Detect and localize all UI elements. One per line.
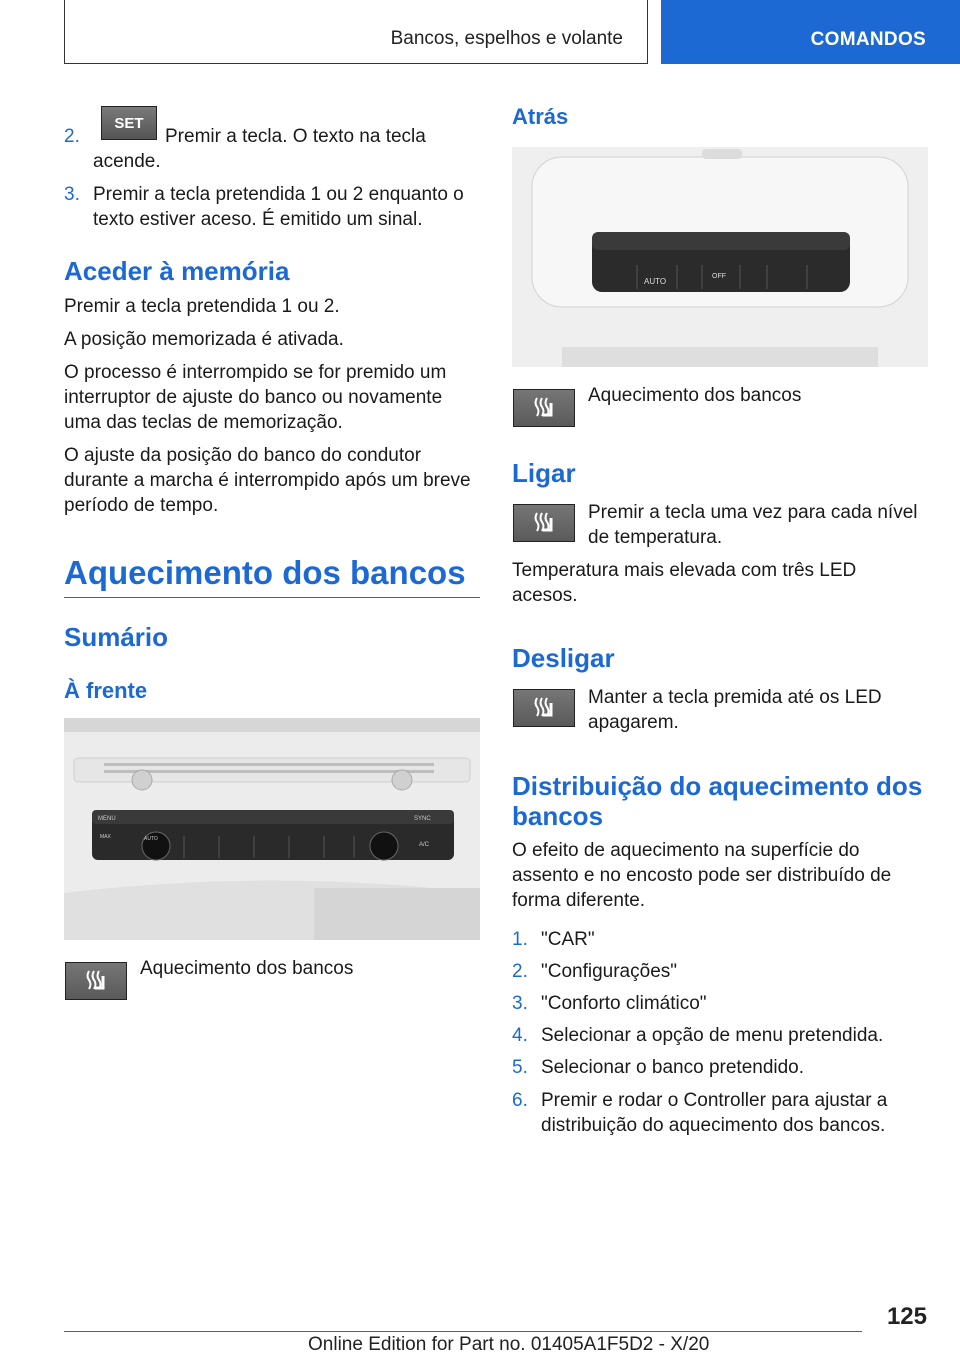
on-heading: Ligar <box>512 458 576 488</box>
footer-rule <box>64 1331 862 1332</box>
rear-heading: Atrás <box>512 104 569 129</box>
rear-icon-caption: Aquecimento dos bancos <box>588 385 802 406</box>
overview-heading: Sumário <box>64 622 169 652</box>
rear-label-off: OFF <box>712 273 726 280</box>
dist-step-1-text: "CAR" <box>541 929 595 950</box>
off-icon-text: Manter a tecla premida até os LED apagarem. <box>588 687 882 733</box>
on-icon-text: Premir a tecla uma vez para cada nível de temperatura. <box>588 502 918 548</box>
seat-heating-icon <box>529 510 559 536</box>
dist-step-3-number: 3. <box>512 993 528 1014</box>
dist-step-6-text: Premir e rodar o Controller para ajustar a distribuição do aquecimento dos bancos. <box>541 1090 888 1136</box>
front-heading: À frente <box>64 678 148 703</box>
seat-heating-icon-front <box>65 962 127 1000</box>
seat-heating-icon-off <box>513 689 575 727</box>
header-chapter-box <box>661 0 960 64</box>
front-icon-caption: Aquecimento dos bancos <box>140 958 354 979</box>
rear-climate-panel-photo <box>512 147 928 367</box>
front-label-auto: AUTO <box>144 836 158 842</box>
memory-paragraph-4: O ajuste da posição do banco do condutor durante a marcha é interrompido após um breve período de tempo. <box>64 445 471 516</box>
front-climate-panel-photo <box>64 718 480 940</box>
memory-heading: Aceder à memória <box>64 256 290 286</box>
main-heading-rule <box>64 597 480 598</box>
footer-edition: Online Edition for Part no. 01405A1F5D2 - X/20 <box>308 1334 710 1355</box>
distribution-paragraph: O efeito de aquecimento na superfície do assento e no encosto pode ser distribuído de forma diferente. <box>512 840 892 911</box>
memory-body <box>64 294 480 518</box>
header-section-title: Bancos, espelhos e volante <box>390 28 623 49</box>
memory-paragraph-2: A posição memorizada é ativada. <box>64 329 344 350</box>
rear-panel-illustration <box>512 147 928 367</box>
header-section-box <box>64 0 648 64</box>
dist-step-1-number: 1. <box>512 929 528 950</box>
memory-paragraph-3: O processo é interrompido se for premido um interruptor de ajuste do banco ou novamente uma das teclas de memorização. <box>64 362 447 433</box>
seat-heating-icon-rear <box>513 389 575 427</box>
on-paragraph: Temperatura mais elevada com três LED acesos. <box>512 560 857 606</box>
dist-step-4-text: Selecionar a opção de menu pretendida. <box>541 1025 884 1046</box>
step-3-text: Premir a tecla pretendida 1 ou 2 enquanto o texto estiver aceso. É emitido um sinal. <box>93 184 464 230</box>
front-label-sync: SYNC <box>414 816 431 822</box>
step-2-text: Premir a tecla. O texto na tecla acende. <box>93 126 426 172</box>
step-2-number: 2. <box>64 126 80 147</box>
dist-step-6-number: 6. <box>512 1090 528 1111</box>
front-label-menu: MENU <box>98 816 116 822</box>
front-label-ac: A/C <box>419 842 430 848</box>
front-label-max: MAX <box>100 834 111 840</box>
page-number: 125 <box>886 1303 927 1330</box>
memory-paragraph-1: Premir a tecla pretendida 1 ou 2. <box>64 296 340 317</box>
header-chapter-title: COMANDOS <box>810 29 926 50</box>
seat-heating-icon <box>529 395 559 421</box>
seat-heating-icon-on <box>513 504 575 542</box>
dist-step-3-text: "Conforto climático" <box>541 993 707 1014</box>
dist-step-4-number: 4. <box>512 1025 528 1046</box>
front-panel-illustration <box>64 718 480 940</box>
dist-step-2-number: 2. <box>512 961 528 982</box>
seat-heating-icon <box>81 968 111 994</box>
seat-heating-icon <box>529 695 559 721</box>
dist-step-2-text: "Configurações" <box>541 961 678 982</box>
distribution-heading: Distribuição do aquecimento dos bancos <box>512 771 923 831</box>
main-heading: Aquecimento dos bancos <box>64 554 466 591</box>
step-3-number: 3. <box>64 184 80 205</box>
rear-label-auto: AUTO <box>644 277 667 286</box>
dist-step-5-text: Selecionar o banco pretendido. <box>541 1057 805 1078</box>
set-key-label: SET <box>114 114 144 132</box>
off-heading: Desligar <box>512 643 615 673</box>
dist-step-5-number: 5. <box>512 1057 528 1078</box>
